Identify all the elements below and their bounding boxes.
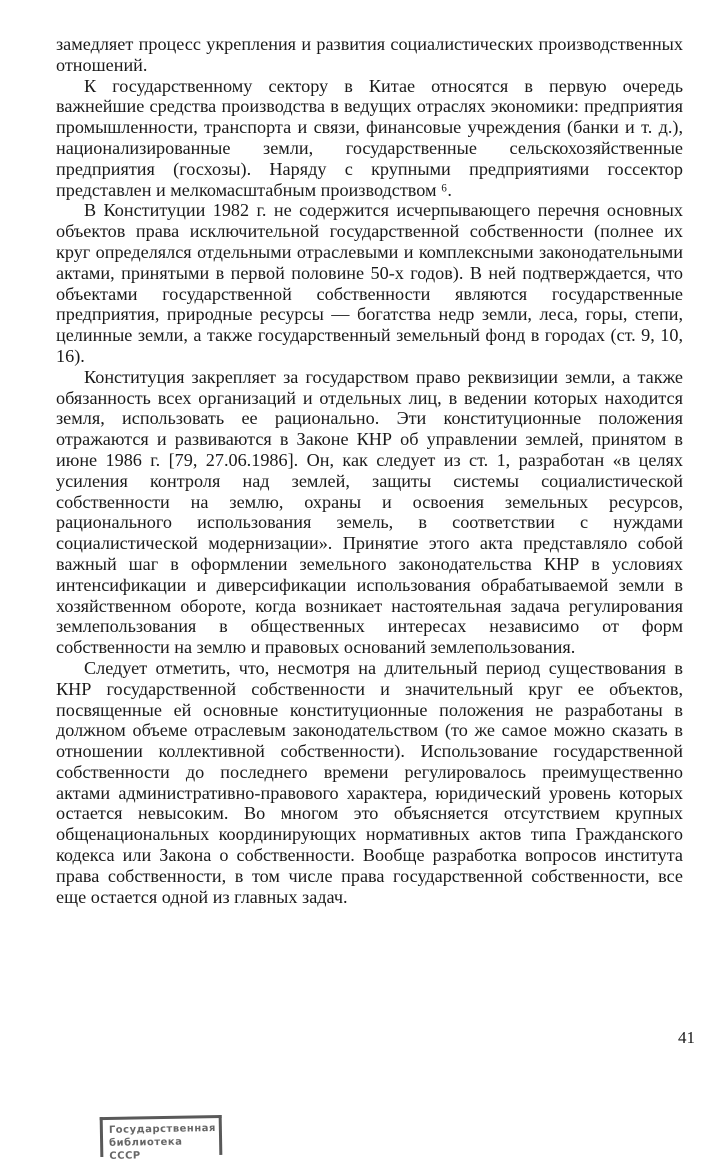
paragraph-2: К государственному сектору в Китае относятся в первую очередь важнейшие средства производства в ведущих отраслях экономики: предприятия промышленности, транспорта и связи, финансовые учреждения (банки и т. д.), национализированные земли, государственные сельскохозяйственные предприятия (госхозы). Наряду с крупными предприятиями госсектор представлен и мелкомасштабным производством ⁶. — [56, 75, 683, 200]
library-stamp — [100, 1115, 223, 1162]
paragraph-5: Следует отметить, что, несмотря на длительный период существования в КНР государственной собственности и значительный круг ее объектов, посвященные ей основные конституционные положения не разработаны в должном объеме отраслевым законодательством (то же самое можно сказать в отношении коллективной собственности). Использование государственной собственности до последнего времени регулировалось преимущественно актами административно-правового характера, юридический уровень которых остается невысоким. Во многом это объясняется отсутствием крупных общенациональных координирующих нормативных актов типа Гражданского кодекса или Закона о собственности. Вообще разработка вопросов института права собственности, в том числе права государственной собственности, все еще остается одной из главных задач. — [56, 657, 683, 907]
paragraph-3: В Конституции 1982 г. не содержится исчерпывающего перечня основных объектов права исключительной государственной собственности (полнее их круг определялся отдельными отраслевыми и комплексными законодательными актами, принятыми в первой половине 50-х годов). В ней подтверждается, что объектами государственной собственности являются государственные предприятия, природные ресурсы — богатства недр земли, леса, горы, степи, целинные земли, а также государственный земельный фонд в городах (ст. 9, 10, 16). — [56, 200, 683, 366]
paragraph-1: замедляет процесс укрепления и развития социалистических производственных отношений. — [56, 34, 683, 75]
page-number: 41 — [678, 1028, 695, 1047]
stamp-line-1: Государственная — [108, 1123, 216, 1136]
body-text — [56, 34, 683, 907]
stamp-line-2: библиотека СССР — [109, 1136, 183, 1162]
paragraph-4: Конституция закрепляет за государством право реквизиции земли, а также обязанность всех организаций и отдельных лиц, в ведении которых находится земля, использовать ее рационально. Эти конституционные положения отражаются и развиваются в Законе КНР об управлении землей, принятом в июне 1986 г. [79, 27.06.1986]. Он, как следует из ст. 1, разработан «в целях усиления контроля над землей, защиты системы социалистической собственности на землю, охраны и освоения земельных ресурсов, рационального использования земель, в соответствии с нуждами социалистической модернизации». Принятие этого акта представляло собой важный шаг в оформлении земельного законодательства КНР в условиях интенсификации и диверсификации использования обрабатываемой земли в хозяйственном обороте, когда возникает настоятельная задача регулирования землепользования в общественных интересах независимо от форм собственности на землю и правовых оснований землепользования. — [56, 366, 683, 658]
